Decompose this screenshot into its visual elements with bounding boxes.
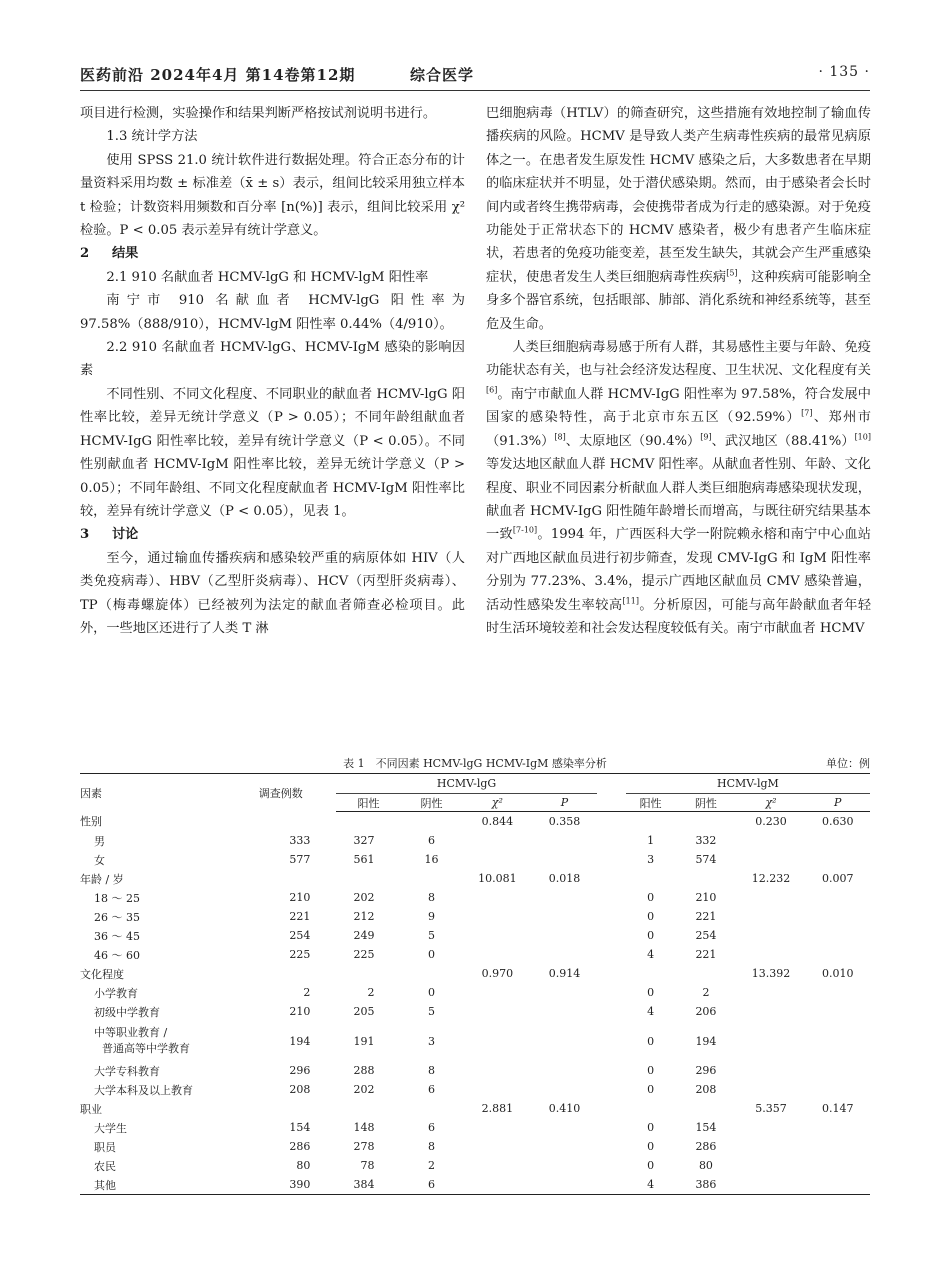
- cell-igg-chi2: [462, 907, 532, 926]
- cell-igm-chi2: 12.232: [751, 872, 791, 885]
- cell-igg-p: [532, 1002, 596, 1021]
- left-column: [80, 102, 465, 732]
- paragraph: [486, 102, 871, 336]
- cell-igg-positive: 225: [353, 948, 375, 961]
- cell-count: 2: [303, 986, 311, 999]
- cell-igg-positive: 202: [353, 1083, 375, 1096]
- heading-1-3: 1.3 统计学方法: [106, 129, 198, 145]
- heading-number: 2: [80, 246, 90, 262]
- cell-igm-negative: 194: [695, 1034, 717, 1048]
- table-row: [80, 1061, 870, 1080]
- citation: [7]: [801, 408, 813, 418]
- citation: [8]: [554, 432, 566, 442]
- cell-igm-chi2: 0.230: [755, 815, 787, 828]
- results-table: [80, 773, 870, 1195]
- cell-igm-p: [805, 1061, 870, 1080]
- cell-count: 208: [289, 1083, 311, 1096]
- cell-igg-negative: 5: [427, 1005, 435, 1018]
- table-row: [80, 1021, 870, 1061]
- cell-igm-positive: 0: [647, 929, 655, 942]
- cell-igm-chi2: [737, 1021, 806, 1061]
- cell-count: [225, 869, 336, 888]
- cell-igm-chi2: [737, 888, 806, 907]
- cell-igm-p: [805, 1137, 870, 1156]
- cell-igm-positive: 0: [647, 910, 655, 923]
- section-name: 综合医学: [410, 66, 475, 84]
- cell-count: 254: [289, 929, 311, 942]
- cell-gap: [597, 907, 626, 926]
- cell-igg-positive: 205: [353, 1005, 375, 1018]
- group-igg: HCMV-lgG: [336, 774, 596, 794]
- cell-igg-positive: 249: [353, 929, 375, 942]
- cell-igm-positive: 0: [647, 1159, 655, 1172]
- cell-igm-negative: 286: [695, 1140, 717, 1153]
- cell-gap: [597, 1099, 626, 1118]
- cell-igg-positive: [336, 1099, 400, 1118]
- cell-gap: [597, 983, 626, 1002]
- paragraph: 南宁市 910 名献血者 HCMV-lgG 阳性率为 97.58%（888/910），HCMV-lgM 阳性率 0.44%（4/910）。: [80, 293, 465, 332]
- text: 、武汉地区（88.41%）: [711, 433, 855, 449]
- factor-line: 中等职业教育 /: [94, 1026, 168, 1039]
- cell-igg-p: [532, 1137, 596, 1156]
- cell-factor: 职员: [94, 1140, 116, 1154]
- cell-igm-p: [805, 907, 870, 926]
- text: 。南宁市献血人群 HCMV-IgG 阳性率为 97.58%，符合发展中国家的感染特性，高于北京市东五区（92.59%）: [486, 386, 871, 426]
- cell-igm-chi2: [737, 850, 806, 869]
- heading-title: 结果: [112, 246, 139, 262]
- cell-igg-chi2: [462, 1061, 532, 1080]
- cell-igm-p: [805, 850, 870, 869]
- cell-igg-p: [532, 888, 596, 907]
- cell-count: 210: [289, 1005, 311, 1018]
- igg-positive-header: 阳性: [336, 794, 400, 812]
- cell-factor: 36 ～ 45: [94, 929, 140, 943]
- citation: [5]: [726, 268, 738, 278]
- cell-gap: [597, 1156, 626, 1175]
- cell-igm-chi2: [737, 1118, 806, 1137]
- cell-igm-negative: 386: [675, 1175, 736, 1195]
- cell-igm-p: [805, 888, 870, 907]
- cell-igm-positive: 0: [647, 1083, 655, 1096]
- cell-igm-positive: 0: [647, 1140, 655, 1153]
- cell-factor: 男: [94, 834, 105, 848]
- cell-igm-positive: 0: [647, 1121, 655, 1134]
- cell-igm-chi2: [737, 831, 806, 850]
- cell-igg-chi2: 2.881: [481, 1102, 514, 1115]
- text: 、郑州市（91.3%）: [486, 410, 871, 449]
- cell-igg-p: [532, 1021, 596, 1061]
- paragraph: 至今，通过输血传播疾病和感染较严重的病原体如 HIV（人类免疫病毒）、HBV（乙型肝炎病毒）、HCV（丙型肝炎病毒）、TP（梅毒螺旋体）已经被列为法定的献血者筛查必检项目。此外，一些地区还进行了人类 T 淋: [80, 550, 465, 636]
- igm-positive-header: 阳性: [626, 794, 676, 812]
- paragraph: 使用 SPSS 21.0 统计软件进行数据处理。符合正态分布的计量资料采用均数 ± 标准差（x̄ ± s）表示，组间比较采用独立样本 t 检验；计数资料用频数和百分率 [n(%)] 表示，组间比较采用 χ² 检验。P < 0.05 表示差异有统计学意义。: [80, 152, 465, 239]
- cell-igg-p: [532, 1061, 596, 1080]
- cell-igm-negative: 2: [702, 986, 710, 999]
- cell-igm-chi2: [737, 1175, 806, 1195]
- heading-3: [80, 523, 465, 546]
- table-category-row: [80, 812, 870, 832]
- text: 人类巨细胞病毒易感于所有人群，其易感性主要与年龄、免疫功能状态有关，也与社会经济发达程度、卫生状况、文化程度有关: [486, 340, 871, 379]
- group-igm: HCMV-lgM: [626, 774, 870, 794]
- cell-count: 333: [289, 834, 311, 847]
- igg-chi2-header: χ²: [462, 794, 532, 812]
- cell-igm-negative: [675, 869, 736, 888]
- cell-igm-p: 0.007: [821, 872, 854, 885]
- cell-factor: 年龄 / 岁: [80, 872, 124, 886]
- heading-title: 讨论: [112, 527, 139, 543]
- cell-gap: [597, 1137, 626, 1156]
- cell-igg-chi2: [462, 888, 532, 907]
- cell-igg-positive: [336, 964, 400, 983]
- paragraph: [486, 336, 871, 640]
- table-row: [80, 1002, 870, 1021]
- journal-info: 医药前沿 2024年4月 第14卷第12期: [80, 66, 356, 84]
- table-caption: 表 1 不同因素 HCMV-lgG HCMV-IgM 感染率分析: [343, 757, 607, 770]
- cell-igg-negative: 16: [424, 853, 439, 866]
- cell-igg-p: [532, 945, 596, 964]
- cell-igg-positive: 278: [353, 1140, 375, 1153]
- cell-igm-p: [805, 1156, 870, 1175]
- cell-igm-chi2: [737, 907, 806, 926]
- cell-igm-p: [805, 1002, 870, 1021]
- citation: [11]: [622, 596, 639, 606]
- text: 巴细胞病毒（HTLV）的筛查研究，这些措施有效地控制了输血传播疾病的风险。HCMV 是导致人类产生病毒性疾病的最常见病原体之一。在患者发生原发性 HCMV 感染之后，大多数患者在早期的临床症状并不明显，处于潜伏感染期。然而，由于感染者会长时间内或者终生携带病毒，会使携带者成为行走的感染源。对于免疫功能处于正常状态下的 HCMV 感染者，极少有患者产生临床症状，若患者的免疫功能变差，甚至发生缺失，其就会产生严重感染症状，使患者发生人类巨细胞病毒性疾病: [486, 106, 871, 285]
- cell-factor: 18 ～ 25: [94, 891, 140, 905]
- table-category-row: [80, 869, 870, 888]
- table-category-row: [80, 964, 870, 983]
- cell-igg-chi2: [462, 1175, 532, 1195]
- cell-igg-negative: 2: [427, 1159, 435, 1172]
- cell-igm-p: 0.630: [821, 815, 854, 828]
- col-factor: 因素: [80, 774, 225, 812]
- cell-igg-positive: 212: [353, 910, 375, 923]
- igm-chi2-header: χ²: [737, 794, 806, 812]
- cell-igg-chi2: [462, 983, 532, 1002]
- cell-factor: 46 ～ 60: [94, 948, 140, 962]
- cell-igg-negative: 6: [427, 1083, 435, 1096]
- cell-factor: 文化程度: [80, 967, 124, 981]
- heading-2: [80, 242, 465, 265]
- cell-factor: 其他: [80, 1175, 225, 1195]
- cell-igg-chi2: [462, 1118, 532, 1137]
- table-row: [80, 850, 870, 869]
- cell-igg-chi2: [462, 926, 532, 945]
- citation: [10]: [854, 432, 871, 442]
- cell-igg-p: 0.410: [548, 1102, 581, 1115]
- cell-igg-negative: 8: [427, 1064, 435, 1077]
- cell-igm-chi2: 13.392: [751, 967, 791, 980]
- cell-igg-positive: 384: [336, 1175, 400, 1195]
- cell-gap: [597, 945, 626, 964]
- cell-igg-positive: 202: [353, 891, 375, 904]
- text: 、太原地区（90.4%）: [565, 433, 701, 449]
- cell-igg-negative: [401, 869, 463, 888]
- subheader-gap: [597, 794, 626, 812]
- cell-igm-negative: 221: [695, 910, 717, 923]
- cell-igg-chi2: 0.844: [481, 815, 514, 828]
- cell-gap: [597, 812, 626, 832]
- citation: [6]: [486, 385, 498, 395]
- cell-igm-p: [805, 1080, 870, 1099]
- cell-factor: 女: [94, 853, 105, 867]
- cell-igg-negative: 0: [427, 986, 435, 999]
- cell-count: 210: [289, 891, 311, 904]
- table-title-bar: [80, 753, 870, 771]
- cell-gap: [597, 869, 626, 888]
- cell-igm-positive: 0: [647, 891, 655, 904]
- igg-p-header: P: [532, 794, 596, 812]
- cell-gap: [597, 1080, 626, 1099]
- cell-igm-negative: 574: [695, 853, 717, 866]
- text: 。1994 年，广西医科大学一附院赖永榕和南宁中心血站对广西地区献血员进行初步筛查，发现 CMV-IgG 和 IgM 阳性率分别为 77.23%、3.4%，提示广西地区献血员 CMV 感染普遍，活动性感染发生率较高: [486, 527, 871, 613]
- table-row: [80, 907, 870, 926]
- cell-factor: 大学本科及以上教育: [94, 1083, 193, 1097]
- paragraph: 不同性别、不同文化程度、不同职业的献血者 HCMV-lgG 阳性率比较，差异无统计学意义（P > 0.05）；不同年龄组献血者 HCMV-IgG 阳性率比较，差异有统计学意义（P < 0.05）。不同性别献血者 HCMV-IgM 阳性率比较，差异无统计学意义（P > 0.05）；不同年龄组、不同文化程度献血者 HCMV-IgM 阳性率比较，差异有统计学意义（P < 0.05），见表 1。: [80, 386, 465, 519]
- cell-igg-chi2: [462, 945, 532, 964]
- cell-count: 194: [289, 1034, 311, 1048]
- cell-igm-chi2: [737, 926, 806, 945]
- cell-gap: [597, 1021, 626, 1061]
- heading-2-1: 2.1 910 名献血者 HCMV-lgG 和 HCMV-lgM 阳性率: [106, 269, 429, 285]
- cell-igg-p: 0.358: [548, 815, 581, 828]
- page-header: [80, 62, 870, 86]
- cell-igm-negative: [675, 812, 736, 832]
- cell-igg-p: 0.018: [548, 872, 581, 885]
- cell-igm-p: [805, 1118, 870, 1137]
- cell-igg-negative: 6: [427, 834, 435, 847]
- cell-count: 577: [289, 853, 311, 866]
- paragraph: 项目进行检测，实验操作和结果判断严格按试剂说明书进行。: [80, 106, 437, 121]
- cell-factor: 职业: [80, 1102, 102, 1116]
- cell-count: 221: [289, 910, 311, 923]
- cell-igg-p: [532, 1080, 596, 1099]
- cell-igg-positive: [336, 869, 400, 888]
- heading-number: 3: [80, 527, 90, 543]
- cell-igm-p: [805, 945, 870, 964]
- table-row: [80, 1156, 870, 1175]
- cell-igm-negative: 208: [695, 1083, 717, 1096]
- cell-gap: [597, 1175, 626, 1195]
- cell-gap: [597, 1061, 626, 1080]
- cell-igg-chi2: [462, 1021, 532, 1061]
- cell-igg-negative: 5: [427, 929, 435, 942]
- cell-igm-negative: 210: [695, 891, 717, 904]
- table-row: [80, 1080, 870, 1099]
- cell-igm-p: 0.147: [821, 1102, 854, 1115]
- cell-count: 225: [289, 948, 311, 961]
- cell-igm-positive: 3: [647, 853, 655, 866]
- cell-count: 296: [289, 1064, 311, 1077]
- cell-igg-p: [532, 831, 596, 850]
- igm-negative-header: 阴性: [675, 794, 736, 812]
- table-row: [80, 888, 870, 907]
- cell-igm-positive: [626, 1099, 676, 1118]
- cell-igm-positive: 4: [647, 1005, 655, 1018]
- cell-igg-negative: 6: [427, 1121, 435, 1134]
- cell-igm-positive: [626, 869, 676, 888]
- table-row: [80, 1175, 870, 1195]
- header-rule: [80, 90, 870, 91]
- table-row: [80, 1137, 870, 1156]
- cell-count: 80: [296, 1159, 311, 1172]
- cell-igg-p: 0.914: [548, 967, 581, 980]
- cell-factor: 大学专科教育: [94, 1064, 160, 1078]
- cell-factor: 初级中学教育: [94, 1005, 160, 1019]
- cell-factor: 26 ～ 35: [94, 910, 140, 924]
- cell-factor: [80, 1021, 225, 1061]
- cell-igm-chi2: [737, 1156, 806, 1175]
- cell-igg-chi2: [462, 1080, 532, 1099]
- citation: [9]: [700, 432, 712, 442]
- cell-igg-positive: 191: [353, 1034, 375, 1048]
- text: 等发达地区献血人群 HCMV 阳性率。从献血者性别、年龄、文化程度、职业不同因素分析献血人群人类巨细胞病毒感染现状发现，献血者 HCMV-IgG 阳性随年龄增长而增高，与既往研究结果基本一致: [486, 457, 871, 543]
- cell-igm-positive: 4: [647, 948, 655, 961]
- cell-igm-positive: 0: [647, 1034, 655, 1048]
- igg-negative-header: 阴性: [401, 794, 463, 812]
- citation: [7-10]: [512, 525, 538, 535]
- table-unit: 单位：例: [826, 757, 870, 770]
- cell-igg-chi2: [462, 831, 532, 850]
- cell-igm-positive: 4: [626, 1175, 676, 1195]
- text: ，这种疾病可能影响全身多个器官系统，包括眼部、肺部、消化系统和神经系统等，甚至危及生命。: [486, 269, 871, 332]
- cell-igm-positive: [626, 812, 676, 832]
- cell-igg-negative: 9: [427, 910, 435, 923]
- cell-igm-positive: [626, 964, 676, 983]
- table-row: [80, 926, 870, 945]
- cell-igg-negative: 8: [427, 1140, 435, 1153]
- cell-count: 390: [225, 1175, 336, 1195]
- cell-igg-negative: [401, 812, 463, 832]
- col-count: 调查例数: [225, 774, 336, 812]
- cell-igg-chi2: [462, 1156, 532, 1175]
- cell-gap: [597, 888, 626, 907]
- table-category-row: [80, 1099, 870, 1118]
- cell-factor: 大学生: [94, 1121, 127, 1135]
- table-row: [80, 831, 870, 850]
- cell-igg-p: [532, 983, 596, 1002]
- cell-igm-p: [805, 1175, 870, 1195]
- cell-igg-positive: 78: [360, 1159, 375, 1172]
- cell-igm-chi2: [737, 1061, 806, 1080]
- cell-gap: [597, 831, 626, 850]
- cell-igg-p: [532, 1156, 596, 1175]
- cell-gap: [597, 926, 626, 945]
- cell-igg-negative: 6: [401, 1175, 463, 1195]
- cell-igg-negative: [401, 964, 463, 983]
- cell-igm-chi2: [737, 983, 806, 1002]
- group-gap: [597, 774, 626, 794]
- cell-count: 154: [289, 1121, 311, 1134]
- cell-igg-positive: 148: [353, 1121, 375, 1134]
- cell-igm-positive: 1: [647, 834, 655, 847]
- table-row: [80, 1118, 870, 1137]
- cell-igg-chi2: [462, 1002, 532, 1021]
- cell-igg-negative: 3: [427, 1034, 435, 1048]
- cell-gap: [597, 1002, 626, 1021]
- table-row: [80, 983, 870, 1002]
- page-number: · 135 ·: [818, 64, 870, 80]
- cell-igg-positive: 2: [367, 986, 375, 999]
- heading-2-2: 2.2 910 名献血者 HCMV-lgG、HCMV-IgM 感染的影响因素: [80, 340, 465, 379]
- cell-igm-negative: 206: [695, 1005, 717, 1018]
- cell-igg-p: [532, 926, 596, 945]
- cell-igm-p: [805, 926, 870, 945]
- cell-factor: 小学教育: [94, 986, 138, 1000]
- cell-igm-p: 0.010: [821, 967, 854, 980]
- cell-igm-negative: 296: [695, 1064, 717, 1077]
- cell-igm-negative: [675, 964, 736, 983]
- cell-igg-negative: [401, 1099, 463, 1118]
- text: 。分析原因，可能与高年龄献血者年轻时生活环境较差和社会发达程度较低有关。南宁市献血者 HCMV: [486, 597, 871, 636]
- cell-igg-p: [532, 907, 596, 926]
- cell-igm-negative: 332: [695, 834, 717, 847]
- cell-igm-negative: 221: [695, 948, 717, 961]
- cell-igg-negative: 0: [427, 948, 435, 961]
- cell-gap: [597, 850, 626, 869]
- cell-igg-chi2: 10.081: [478, 872, 517, 885]
- cell-count: [225, 964, 336, 983]
- cell-igg-positive: 327: [353, 834, 375, 847]
- cell-igm-p: [805, 1021, 870, 1061]
- cell-igm-positive: 0: [647, 986, 655, 999]
- cell-igm-chi2: [737, 945, 806, 964]
- cell-igg-p: [532, 1175, 596, 1195]
- table-header-row: [80, 774, 870, 794]
- cell-igg-positive: 561: [353, 853, 375, 866]
- cell-igg-chi2: [462, 850, 532, 869]
- table-row: [80, 945, 870, 964]
- cell-factor: 性别: [80, 815, 102, 829]
- cell-count: [225, 812, 336, 832]
- cell-igm-negative: [675, 1099, 736, 1118]
- cell-igm-p: [805, 831, 870, 850]
- cell-gap: [597, 1118, 626, 1137]
- cell-count: 286: [289, 1140, 311, 1153]
- cell-gap: [597, 964, 626, 983]
- cell-igm-chi2: [737, 1002, 806, 1021]
- table-body: [80, 812, 870, 1195]
- cell-factor: 农民: [94, 1159, 116, 1173]
- cell-igm-positive: 0: [647, 1064, 655, 1077]
- right-column: [486, 102, 871, 732]
- factor-line: 普通高等中学教育: [102, 1042, 190, 1055]
- cell-igm-p: [805, 983, 870, 1002]
- cell-igm-chi2: [737, 1080, 806, 1099]
- cell-count: [225, 1099, 336, 1118]
- cell-igg-p: [532, 1118, 596, 1137]
- cell-igm-chi2: [737, 1137, 806, 1156]
- cell-igm-negative: 254: [695, 929, 717, 942]
- cell-igg-positive: 288: [353, 1064, 375, 1077]
- cell-igm-negative: 154: [695, 1121, 717, 1134]
- cell-igg-negative: 8: [427, 891, 435, 904]
- igm-p-header: P: [805, 794, 870, 812]
- cell-igg-positive: [336, 812, 400, 832]
- cell-igg-p: [532, 850, 596, 869]
- cell-igg-chi2: 0.970: [481, 967, 514, 980]
- cell-igm-negative: 80: [698, 1159, 713, 1172]
- cell-igm-chi2: 5.357: [755, 1102, 787, 1115]
- cell-igg-chi2: [462, 1137, 532, 1156]
